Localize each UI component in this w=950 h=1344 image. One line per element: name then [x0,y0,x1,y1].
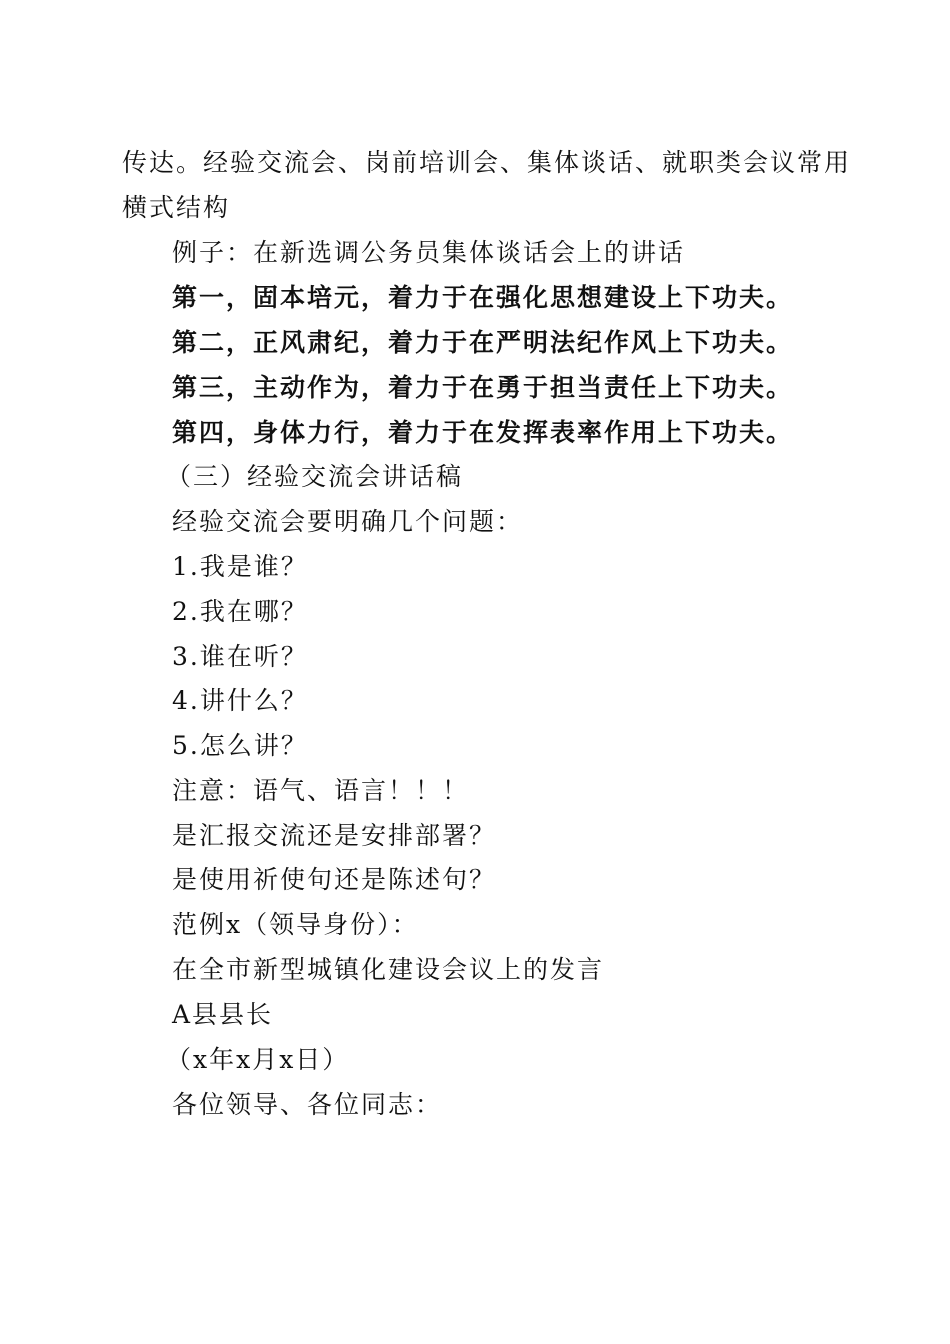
example-heading: 范例x（领导身份）： [172,910,419,939]
question-5: 5.怎么讲？ [172,731,308,760]
note-question-2: 是使用祈使句还是陈述句？ [172,865,497,894]
point-two: 第二，正风肃纪，着力于在严明法纪作风上下功夫。 [172,328,794,357]
note-question-1: 是汇报交流还是安排部署？ [172,821,497,850]
salutation: 各位领导、各位同志： [172,1090,443,1119]
speaker: A县县长 [172,1000,274,1029]
question-2: 2.我在哪？ [172,597,308,626]
question-1: 1.我是谁？ [172,552,308,581]
example-title: 例子：在新选调公务员集体谈话会上的讲话 [172,238,686,267]
note-line: 注意：语气、语言！！！ [172,776,470,805]
point-one: 第一，固本培元，着力于在强化思想建设上下功夫。 [172,283,794,312]
section-intro: 经验交流会要明确几个问题： [172,507,524,536]
question-3: 3.谁在听？ [172,642,308,671]
point-four: 第四，身体力行，着力于在发挥表率作用上下功夫。 [172,418,794,447]
paragraph-continuation: 传达。经验交流会、岗前培训会、集体谈话、就职类会议常用 [122,148,852,177]
speech-title: 在全市新型城镇化建设会议上的发言 [172,955,605,984]
paragraph-continuation-end: 横式结构 [122,193,231,222]
speech-date: （x年x月x日） [166,1045,350,1074]
question-4: 4.讲什么？ [172,686,308,715]
section-heading: （三）经验交流会讲话稿 [166,462,464,491]
point-three: 第三，主动作为，着力于在勇于担当责任上下功夫。 [172,373,794,402]
